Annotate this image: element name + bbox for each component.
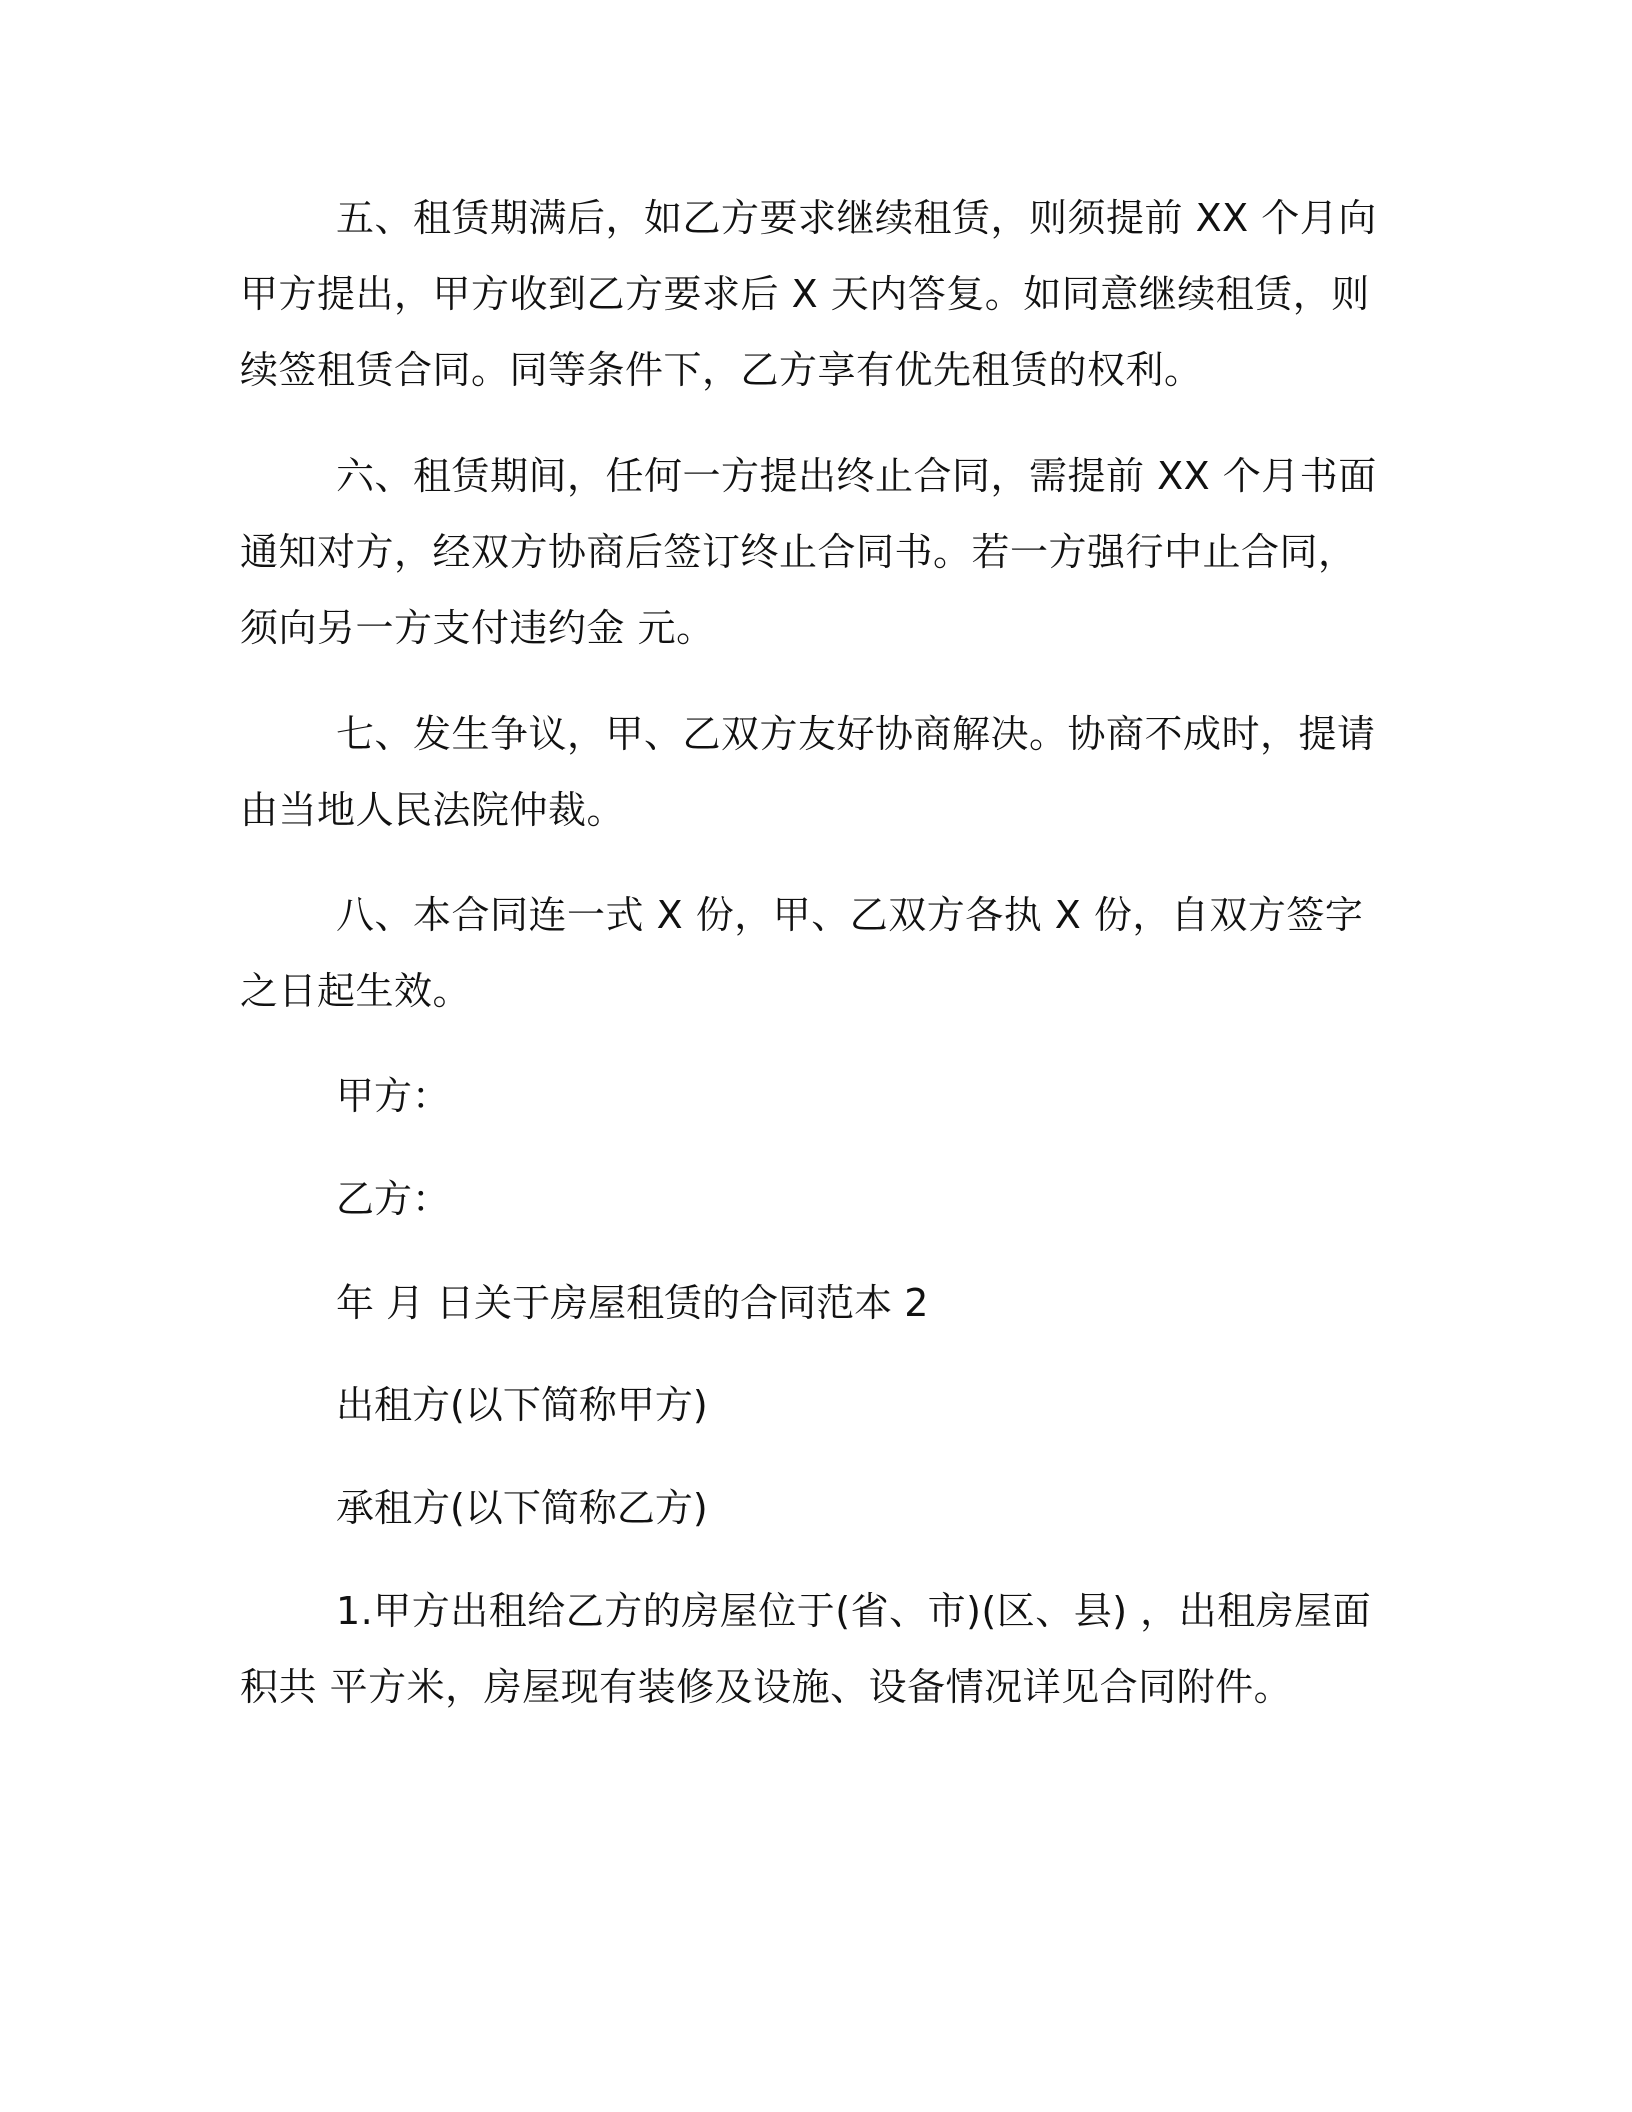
paragraph-clause-5: 五、租赁期满后，如乙方要求继续租赁，则须提前 XX 个月向甲方提出，甲方收到乙方要求后 X 天内答复。如同意继续租赁，则续签租赁合同。同等条件下，乙方享有优先租赁的权利。 xyxy=(240,196,1377,392)
clause-1-paragraph: 1.甲方出租给乙方的房屋位于(省、市)(区、县) ，出租房屋面积共 平方米，房屋现有装修及设施、设备情况详见合同附件。 xyxy=(240,1589,1372,1709)
lessee-label: 承租方(以下简称乙方) xyxy=(336,1486,708,1530)
paragraph-clause-6: 六、租赁期间，任何一方提出终止合同，需提前 XX 个月书面通知对方，经双方协商后签订终止合同书。若一方强行中止合同，须向另一方支付违约金 元。 xyxy=(240,454,1377,650)
contract-date-title: 年 月 日关于房屋租赁的合同范本 2 xyxy=(336,1281,929,1325)
lessor-label: 出租方(以下简称甲方) xyxy=(336,1383,708,1427)
paragraph-clause-8: 八、本合同连一式 X 份，甲、乙双方各执 X 份，自双方签字之日起生效。 xyxy=(240,893,1364,1013)
party-b-signature-label: 乙方： xyxy=(336,1177,451,1221)
party-a-signature-label: 甲方： xyxy=(336,1074,451,1118)
paragraph-clause-7: 七、发生争议，甲、乙双方友好协商解决。协商不成时，提请由当地人民法院仲裁。 xyxy=(240,712,1376,832)
